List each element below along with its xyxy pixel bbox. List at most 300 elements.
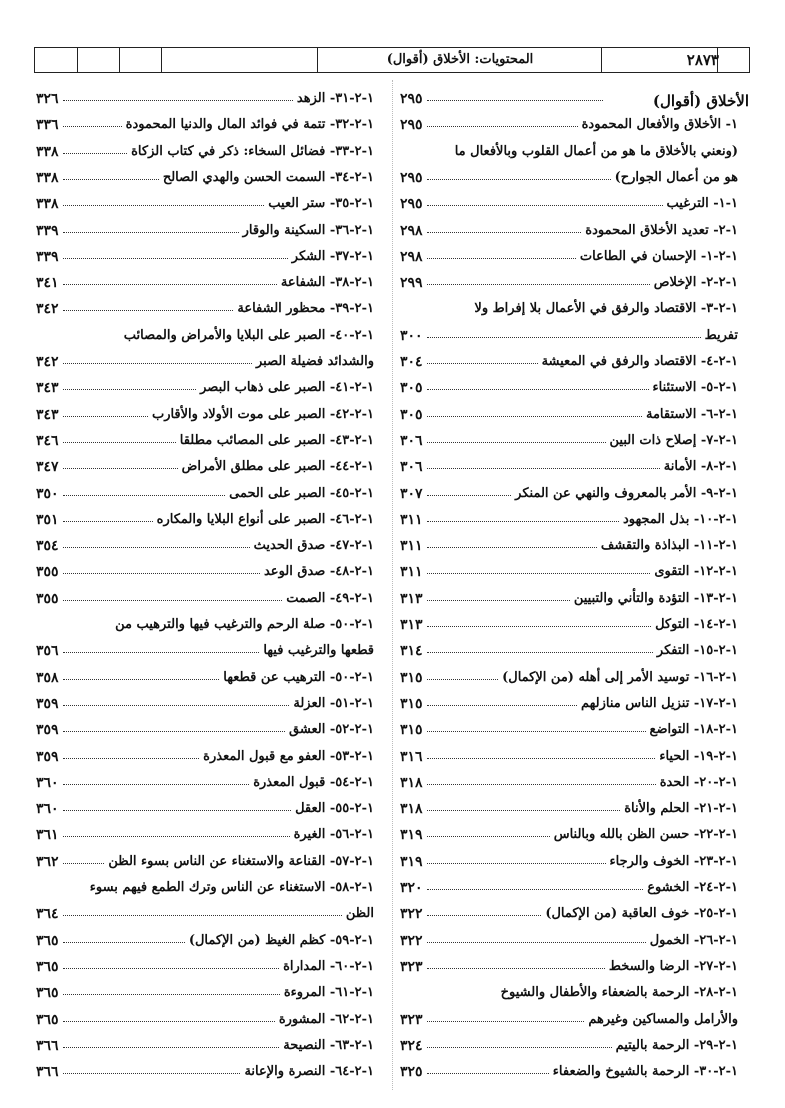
dot-leader: [63, 495, 226, 496]
toc-entry-page: ٣٢٢: [400, 932, 423, 949]
dot-leader: [427, 416, 642, 417]
toc-entry-title: ١-٢-١٥- التفكر: [656, 643, 738, 659]
toc-entry: [36, 722, 374, 740]
toc-entry-title: ١-٢- تعديد الأخلاق المحمودة: [585, 222, 738, 238]
toc-entry: [36, 801, 374, 819]
toc-entry: [36, 959, 374, 977]
toc-entry: [36, 1038, 374, 1056]
dot-leader: [427, 573, 651, 574]
toc-entry-title: (ونعني بالأخلاق ما هو من أعمال القلوب وبالأفعال ما: [454, 143, 738, 159]
dot-leader: [427, 942, 646, 943]
dot-leader: [63, 994, 280, 995]
toc-entry: [36, 433, 374, 451]
toc-entry-title: ١- الأخلاق والأفعال المحمودة: [581, 117, 738, 133]
toc-entry: [36, 249, 374, 267]
toc-entry-title: ١-٢-٤٩- الصمت: [286, 590, 374, 606]
dot-leader: [63, 731, 285, 732]
dot-leader: [427, 600, 570, 601]
toc-entry: [400, 880, 738, 898]
dot-leader: [427, 784, 656, 785]
toc-entry-page: ٣٤٣: [36, 406, 59, 423]
toc-entry-page: ٢٩٨: [400, 222, 423, 239]
toc-entry: [36, 617, 374, 635]
toc-entry: [36, 328, 374, 346]
toc-entry: [400, 301, 738, 319]
toc-entry-title: ١-٢-٣٩- محظور الشفاعة: [237, 301, 374, 317]
dot-leader: [427, 626, 652, 627]
dot-leader: [63, 810, 292, 811]
dot-leader: [427, 547, 597, 548]
toc-entry: [36, 407, 374, 425]
toc-entry-title: ١-٢-٢٢- حسن الظن بالله وبالناس: [553, 827, 738, 843]
toc-entry: [400, 144, 738, 162]
toc-entry-page: ٣١٨: [400, 801, 423, 818]
toc-entry-title: ١-٢-٣٨- الشفاعة: [280, 275, 374, 291]
toc-entry: [400, 354, 738, 372]
toc-entry-page: ٣٠٦: [400, 459, 423, 476]
dot-leader: [63, 863, 105, 864]
toc-entry: [400, 906, 738, 924]
toc-entry: [400, 985, 738, 1003]
toc-entry-page: ٣٤٦: [36, 432, 59, 449]
toc-entry: [36, 854, 374, 872]
dot-leader: [427, 442, 606, 443]
toc-entry: [400, 538, 738, 556]
toc-entry: [36, 670, 374, 688]
dot-leader: [63, 363, 252, 364]
toc-entry: [36, 564, 374, 582]
dot-leader: [63, 1073, 241, 1074]
toc-entry-page: ٣٢٦: [36, 91, 59, 107]
dot-leader: [427, 810, 621, 811]
toc-entry-title: ١-٢-٥٤- قبول المعذرة: [253, 774, 374, 790]
toc-entry-title: تفريط: [704, 327, 738, 343]
toc-entry-page: ٣٢٥: [400, 1064, 423, 1081]
toc-entry-page: ٣١٦: [400, 748, 423, 765]
toc-entry: [400, 223, 738, 241]
toc-entry-title: ١-٢-٦٠- المداراة: [283, 958, 374, 974]
toc-entry: [36, 486, 374, 504]
toc-entry-page: ٣٥٤: [36, 538, 59, 555]
dot-leader: [63, 205, 265, 206]
toc-entry-title: ١-٢-٣٧- الشكر: [291, 248, 374, 264]
dot-leader: [63, 784, 250, 785]
toc-entry-title: ١-٢-٣٦- السكينة والوقار: [242, 222, 374, 238]
dot-leader: [63, 232, 239, 233]
toc-entry-page: ٣١٥: [400, 695, 423, 712]
dot-leader: [427, 889, 644, 890]
toc-entry-title: ١-١- الترغيب: [666, 196, 738, 212]
toc-entry: [36, 170, 374, 188]
toc-entry: [36, 775, 374, 793]
toc-entry-title: ١-٢-١٩- الحياء: [659, 748, 738, 764]
toc-entry-title: ١-٢-٤٧- صدق الحديث: [253, 538, 374, 554]
dot-leader: [63, 600, 283, 601]
toc-entry-title: ١-٢-٩- الأمر بالمعروف والنهي عن المنكر: [515, 485, 738, 501]
toc-entry-page: ٣٢٣: [400, 958, 423, 975]
toc-entry: [400, 380, 738, 398]
toc-entry: [400, 801, 738, 819]
dot-leader: [63, 942, 185, 943]
toc-entry-page: ٣١٣: [400, 590, 423, 607]
dot-leader: [427, 652, 653, 653]
toc-entry-title: ١-٢-١٠- بذل المجهود: [622, 511, 738, 527]
toc-entry-page: ٣٦٦: [36, 1064, 59, 1081]
toc-entry: [400, 512, 738, 530]
dot-leader: [427, 679, 499, 680]
toc-entry: [400, 617, 738, 635]
toc-entry-title: ١-٢-٢٩- الرحمة باليتيم: [615, 1037, 738, 1053]
toc-entry: [36, 933, 374, 951]
toc-entry-page: ٣٦٥: [36, 958, 59, 975]
toc-entry-title: والأرامل والمساكين وغيرهم: [588, 1011, 738, 1027]
toc-entry: [400, 643, 738, 661]
toc-entry-page: ٣٣٦: [36, 117, 59, 134]
toc-entry-page: ٣١٩: [400, 827, 423, 844]
toc-entry-page: ٣٥٩: [36, 722, 59, 739]
toc-entry: [400, 486, 738, 504]
toc-entry-page: ٣١٥: [400, 722, 423, 739]
toc-entry: [400, 749, 738, 767]
toc-entry-title: ١-٢-٤٠- الصبر على البلايا والأمراض والمصائب: [123, 327, 374, 343]
dot-leader: [63, 679, 220, 680]
toc-entry-page: ٣٢٤: [400, 1037, 423, 1054]
toc-entry-page: ٣٣٨: [36, 196, 59, 213]
toc-entry-title: ١-٢-٣١- الزهد: [296, 91, 374, 106]
toc-entry-page: ٣٣٨: [36, 143, 59, 160]
toc-entry: [36, 538, 374, 556]
toc-entry-title: والشدائد فضيلة الصبر: [255, 354, 374, 369]
toc-entry-page: ٢٩٨: [400, 248, 423, 265]
toc-entry-page: ٣٢٣: [400, 1011, 423, 1028]
dot-leader: [427, 495, 512, 496]
toc-entry-title: ١-٢-٦٣- النصيحة: [283, 1037, 374, 1053]
toc-entry: [400, 959, 738, 977]
toc-entry-page: ٣٠٥: [400, 380, 423, 397]
toc-entry: [36, 643, 374, 661]
toc-entry-title: ١-٢-٤٢- الصبر على موت الأولاد والأقارب: [151, 406, 374, 422]
toc-entry-title: ١-٢-٥١- العزلة: [293, 695, 374, 711]
toc-entry-page: ٢٩٩: [400, 275, 423, 292]
toc-entry-page: ٣٥٩: [36, 748, 59, 765]
dot-leader: [427, 758, 656, 759]
toc-entry: [400, 275, 738, 293]
toc-entry-page: ٢٩٥: [400, 91, 423, 107]
dot-leader: [63, 836, 290, 837]
dot-leader: [63, 915, 342, 916]
dot-leader: [63, 258, 288, 259]
toc-entry-title: ١-٢-١٢- التقوى: [654, 564, 738, 580]
toc-entry-title: ١-٢-١٤- التوكل: [655, 617, 738, 632]
toc-entry-page: ٣٤٣: [36, 380, 59, 397]
toc-entry: [400, 827, 738, 845]
toc-entry: [36, 906, 374, 924]
dot-leader: [427, 284, 650, 285]
dot-leader: [427, 337, 701, 338]
toc-entry-title: ١-٢-٢٤- الخشوع: [647, 880, 738, 895]
toc-entry-page: ٣٦٥: [36, 932, 59, 949]
toc-entry-page: ٣١٥: [400, 669, 423, 686]
toc-entry-page: ٣٥٩: [36, 695, 59, 712]
toc-entry-title: ١-٢-٣٢- تتمة في فوائد المال والدنيا المحمودة: [125, 117, 374, 133]
toc-entry: [400, 775, 738, 793]
toc-entry: [36, 223, 374, 241]
toc-entry: [400, 670, 738, 688]
toc-entry-page: ٣١١: [400, 511, 423, 528]
toc-entry: [36, 275, 374, 293]
toc-entry-title: ١-٢-٤٨- صدق الوعد: [263, 564, 374, 580]
toc-entry-page: ٣٦٠: [36, 801, 59, 818]
toc-entry-title: ١-٢-٦٢- المشورة: [278, 1011, 374, 1027]
toc-entry: [36, 301, 374, 319]
toc-entry-page: ٣٣٩: [36, 222, 59, 239]
header-cell-divider: [161, 48, 162, 72]
toc-entry-page: ٣٤٢: [36, 354, 59, 370]
dot-leader: [63, 468, 178, 469]
toc-entry-page: ٣٦٥: [36, 1011, 59, 1028]
toc-entry-title: ١-٢-١٣- التؤدة والتأني والتبيين: [573, 590, 738, 606]
toc-entry-title: ١-٢-٢١- الحلم والأناة: [624, 801, 738, 817]
toc-entry-page: ٣٥٨: [36, 669, 59, 686]
dot-leader: [63, 389, 197, 390]
toc-entry: [36, 591, 374, 609]
toc-entry-title: ١-٢-٤٥- الصبر على الحمى: [229, 485, 374, 501]
toc-entry: [400, 328, 738, 346]
dot-leader: [427, 705, 577, 706]
toc-entry: [400, 433, 738, 451]
toc-entry-title: ١-٢-٤- الاقتصاد والرفق في المعيشة: [541, 354, 738, 369]
dot-leader: [63, 100, 293, 101]
dot-leader: [63, 521, 153, 522]
toc-entry-page: ٣٠٥: [400, 406, 423, 423]
dot-leader: [427, 915, 542, 916]
column-divider: [392, 80, 393, 1090]
toc-entry: [36, 1064, 374, 1082]
toc-entry: [400, 91, 738, 109]
toc-entry: [400, 170, 738, 188]
toc-entry: [400, 196, 738, 214]
toc-entry-title: ١-٢-١٧- تنزيل الناس منازلهم: [581, 695, 738, 711]
toc-entry-page: ٣٥٦: [36, 643, 59, 660]
toc-entry-page: ٣٥٥: [36, 590, 59, 607]
toc-entry: [400, 933, 738, 951]
toc-entry: [400, 407, 738, 425]
dot-leader: [427, 468, 660, 469]
toc-entry-page: ٣٢٢: [400, 906, 423, 923]
dot-leader: [63, 758, 200, 759]
toc-entry-page: ٣٥٥: [36, 564, 59, 581]
toc-entry-page: ٣١١: [400, 564, 423, 581]
dot-leader: [63, 1047, 280, 1048]
dot-leader: [63, 968, 280, 969]
toc-entry-title: ١-٢-٥- الاستئناء: [652, 380, 738, 396]
toc-entry: [400, 459, 738, 477]
toc-entry-title: ١-٢-١٨- التواضع: [649, 722, 738, 738]
toc-entry-page: ٣٤١: [36, 275, 59, 292]
dot-leader: [427, 836, 550, 837]
dot-leader: [427, 521, 619, 522]
toc-entry-title: ١-٢-٤١- الصبر على ذهاب البصر: [200, 380, 374, 396]
page-number: ٢٨٧٣: [686, 51, 719, 69]
toc-entry-title: ١-٢-٥٦- الغيرة: [293, 827, 374, 843]
dot-leader: [427, 179, 611, 180]
toc-entry-page: ٣١٤: [400, 643, 423, 660]
dot-leader: [427, 205, 663, 206]
toc-entry-page: ٣٦٥: [36, 985, 59, 1002]
toc-entry: [400, 117, 738, 135]
toc-entry-page: ٣٣٨: [36, 169, 59, 186]
toc-entry-page: ٣٢٠: [400, 880, 423, 896]
toc-entry-title: ١-٢-٥٢- العشق: [289, 722, 374, 738]
dot-leader: [427, 389, 649, 390]
dot-leader: [63, 705, 290, 706]
toc-entry-page: ٣٦٤: [36, 906, 59, 923]
dot-leader: [427, 258, 576, 259]
toc-entry: [400, 564, 738, 582]
dot-leader: [63, 573, 260, 574]
dot-leader: [427, 1073, 549, 1074]
toc-entry-title: ١-٢-٧- إصلاح ذات البين: [609, 432, 738, 448]
dot-leader: [427, 232, 582, 233]
toc-entry: [36, 512, 374, 530]
toc-entry: [400, 854, 738, 872]
toc-entry: [400, 696, 738, 714]
toc-entry-title: ١-٢-٢٥- خوف العاقبة (من الإكمال): [545, 906, 738, 922]
toc-entry-title: ١-٢-٦٤- النصرة والإعانة: [244, 1064, 374, 1080]
toc-entry-page: ٣٠٦: [400, 432, 423, 449]
toc-entry-title: ١-٢-٢٣- الخوف والرجاء: [609, 853, 738, 869]
toc-entry-page: ٢٩٥: [400, 169, 423, 186]
dot-leader: [63, 416, 148, 417]
toc-entry-title: ١-٢-٣٠- الرحمة بالشيوخ والضعفاء: [552, 1064, 738, 1080]
header-cell-divider: [601, 48, 602, 72]
dot-leader: [63, 153, 128, 154]
toc-entry-title: ١-٢-٨- الأمانة: [663, 459, 738, 475]
toc-entry: [36, 117, 374, 135]
page-header: [34, 47, 750, 73]
dot-leader: [427, 968, 605, 969]
header-title: المحتويات: الأخلاق (أقوال): [386, 52, 534, 67]
toc-entry-title: ١-٢-٣- الاقتصاد والرفق في الأعمال بلا إفراط ولا: [474, 301, 738, 317]
toc-entry: [36, 354, 374, 372]
toc-entry-title: ١-٢-٥٣- العفو مع قبول المعذرة: [203, 748, 374, 764]
toc-entry: [36, 91, 374, 109]
toc-entry: [400, 1064, 738, 1082]
toc-entry: [36, 827, 374, 845]
toc-entry-title: ١-٢-٤٦- الصبر على أنواع البلايا والمكاره: [156, 511, 374, 527]
toc-entry: [36, 196, 374, 214]
toc-entry: [400, 591, 738, 609]
dot-leader: [63, 442, 176, 443]
header-cell-divider: [119, 48, 120, 72]
toc-entry-page: ٣٤٧: [36, 459, 59, 476]
toc-entry: [400, 249, 738, 267]
toc-entry: [36, 380, 374, 398]
toc-entry-title: ١-٢-٥٥- العقل: [295, 801, 374, 817]
toc-entry-page: ٣٤٢: [36, 301, 59, 318]
dot-leader: [63, 310, 234, 311]
toc-entry-page: ٣١٨: [400, 774, 423, 791]
dot-leader: [63, 179, 159, 180]
dot-leader: [63, 1021, 275, 1022]
toc-entry-title: الظن: [345, 906, 374, 922]
dot-leader: [427, 100, 603, 101]
toc-entry-page: ٣٠٤: [400, 354, 423, 370]
toc-entry-title: هو من أعمال الجوارح): [614, 169, 738, 185]
dot-leader: [427, 731, 646, 732]
toc-entry: [36, 459, 374, 477]
dot-leader: [427, 1047, 612, 1048]
dot-leader: [63, 652, 260, 653]
toc-entry-title: ١-٢-٢٠- الحدة: [659, 774, 738, 790]
toc-entry-page: ٣٥٠: [36, 485, 59, 502]
toc-entry-title: ١-٢-٦- الاستقامة: [646, 406, 738, 422]
toc-entry: [400, 1038, 738, 1056]
toc-entry: [36, 696, 374, 714]
header-cell-divider: [317, 48, 318, 72]
toc-entry-page: ٣٥١: [36, 511, 59, 528]
toc-entry-title: ١-٢-٢٦- الخمول: [649, 932, 738, 948]
toc-entry-title: ١-٢-١- الإحسان في الطاعات: [579, 248, 738, 264]
toc-entry-title: ١-٢-٢٨- الرحمة بالضعفاء والأطفال والشيوخ: [500, 985, 738, 1001]
toc-entry-title: ١-٢-٤٣- الصبر على المصائب مطلقا: [179, 432, 374, 448]
toc-entry-title: ١-٢-٥٩- كظم الغيظ (من الإكمال): [188, 932, 374, 948]
toc-entry-page: ٢٩٥: [400, 196, 423, 213]
section-heading: الأخلاق (أقوال): [652, 92, 749, 110]
dot-leader: [63, 284, 277, 285]
dot-leader: [427, 363, 538, 364]
header-cell-divider: [77, 48, 78, 72]
toc-entry-title: قطعها والترغيب فيها: [263, 643, 374, 659]
dot-leader: [427, 863, 606, 864]
toc-entry-title: ١-٢-٥٧- القناعة والاستغناء عن الناس بسوء الظن: [108, 853, 374, 869]
toc-entry-title: ١-٢-٣٤- السمت الحسن والهدي الصالح: [162, 169, 374, 185]
toc-entry: [36, 144, 374, 162]
dot-leader: [427, 126, 578, 127]
toc-entry-title: ١-٢-٥٠- صلة الرحم والترغيب فيها والترهيب من: [115, 617, 374, 632]
toc-entry: [400, 1012, 738, 1030]
toc-entry-title: ١-٢-٢- الإخلاص: [653, 275, 738, 291]
toc-entry-title: ١-٢-١٦- توسيد الأمر إلى أهله (من الإكمال): [502, 669, 738, 685]
toc-entry-title: ١-٢-٣٣- فضائل السخاء: ذكر في كتاب الزكاة: [131, 143, 374, 159]
dot-leader: [427, 1021, 585, 1022]
toc-entry-page: ٣٦٦: [36, 1037, 59, 1054]
toc-entry-page: ٣١٣: [400, 617, 423, 633]
toc-entry-page: ٣٦١: [36, 827, 59, 844]
toc-entry-title: ١-٢-٦١- المروءة: [283, 985, 374, 1001]
toc-entry-title: ١-٢-٥٨- الاستغناء عن الناس وترك الطمع فيهم بسوء: [89, 880, 374, 895]
toc-entry: [36, 880, 374, 898]
toc-entry-title: ١-٢-٣٥- ستر العيب: [268, 196, 374, 212]
toc-entry: [36, 1012, 374, 1030]
toc-entry-page: ٣٣٩: [36, 248, 59, 265]
toc-entry-title: ١-٢-٤٤- الصبر على مطلق الأمراض: [181, 459, 374, 475]
toc-entry-page: ٣١١: [400, 538, 423, 555]
toc-entry-page: ٣٦٠: [36, 774, 59, 791]
toc-entry: [400, 722, 738, 740]
toc-entry-title: ١-٢-٢٧- الرضا والسخط: [608, 958, 738, 974]
toc-entry: [36, 749, 374, 767]
toc-entry-title: ١-٢-٥٠- الترهيب عن قطعها: [223, 669, 374, 685]
dot-leader: [63, 126, 122, 127]
toc-entry-page: ٣١٩: [400, 853, 423, 870]
toc-entry-page: ٣٦٢: [36, 853, 59, 870]
toc-entry-page: ٣٠٧: [400, 485, 423, 502]
toc-entry-title: ١-٢-١١- البذاذة والتقشف: [600, 538, 738, 554]
toc-entry-page: ٣٠٠: [400, 327, 423, 344]
toc-entry: [36, 985, 374, 1003]
toc-entry-page: ٢٩٥: [400, 117, 423, 134]
